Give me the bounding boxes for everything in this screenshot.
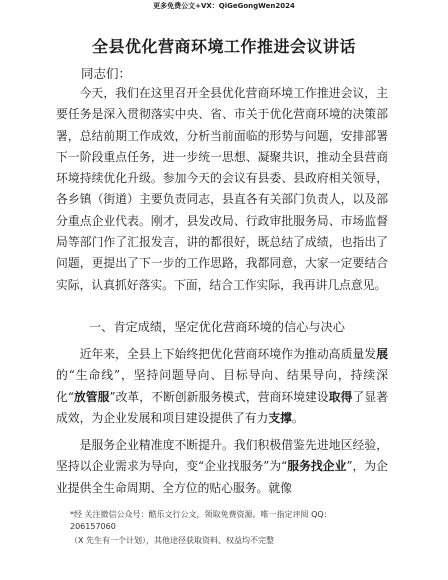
text-segment: 了显著成效，为企业发展和项目建设提供了有力 bbox=[56, 389, 388, 425]
footnote-line-1: *经 关注微信公众号：酷乐文行公文，领取免费资源。唯一指定评阅 QQ： bbox=[70, 510, 332, 519]
text-segment: ”，为企业提供全生命周期、全方位的贴心服务。就像 bbox=[56, 459, 388, 495]
header-note: 更多免费公文+VX：QiGeGongWen2024 bbox=[153, 2, 295, 10]
footnote-line-2: 206157060 bbox=[70, 522, 116, 531]
text-segment: 。 bbox=[291, 410, 304, 425]
document-title: 全县优化营商环境工作推进会议讲话 bbox=[91, 37, 356, 56]
bold-segment: 取得 bbox=[328, 389, 353, 404]
paragraph-service bbox=[56, 435, 388, 499]
text-segment: 是服务企业精准度不断提升。我们积极借鉴先进地区经验，坚持以企业需求为导向，变“企业找服务”为“ bbox=[56, 438, 388, 474]
paragraph-achievements bbox=[56, 344, 388, 429]
salutation: 同志们： bbox=[81, 66, 132, 81]
footnote-line-3: （X 先生有一个计划），其他途径获取资料、权益均不完整 bbox=[70, 536, 275, 545]
paragraph-intro: 今天，我们在这里召开全县优化营商环境工作推进会议，主要任务是深入贯彻落实中央、省、市关于优化营商环境的决策部署，总结前期工作成效，分析当前面临的形势与问题，安排部署下一阶段重点任务，进一步统一思想、凝聚共识，推动全县营商环境持续优化升级。参加今天的会议有县委、县政府相关领导，各乡镇（街道）主要负责同志，县直各有关部门负责人，以及部分重点企业代表。刚才，县发改局、行政审批服务局、市场监督局等部门作了汇报发言，讲的都很好，既总结了成绩，也指出了问题，更提出了下一步的工作思路，我都同意，大家一定要结合实际，认真抓好落实。下面，结合工作实际，我再讲几点意见。 bbox=[56, 86, 388, 292]
bold-segment: 服务找企业 bbox=[287, 459, 347, 474]
text-segment: ”改革，不断创新服务模式，营商环境建设 bbox=[109, 389, 329, 404]
section-heading-1: 一、肯定成绩，坚定优化营商环境的信心与决心 bbox=[89, 320, 345, 334]
bold-segment: 放管服 bbox=[73, 389, 110, 404]
text-segment: 的“生命线”，坚持问题导向、目标导向、结果导向，持续深化“ bbox=[56, 368, 388, 404]
bold-segment: 展 bbox=[376, 347, 388, 361]
text-segment: 近年来，全县上下始终把优化营商环境作为推动高质量发 bbox=[79, 347, 377, 361]
bold-segment: 支撑 bbox=[268, 410, 292, 425]
